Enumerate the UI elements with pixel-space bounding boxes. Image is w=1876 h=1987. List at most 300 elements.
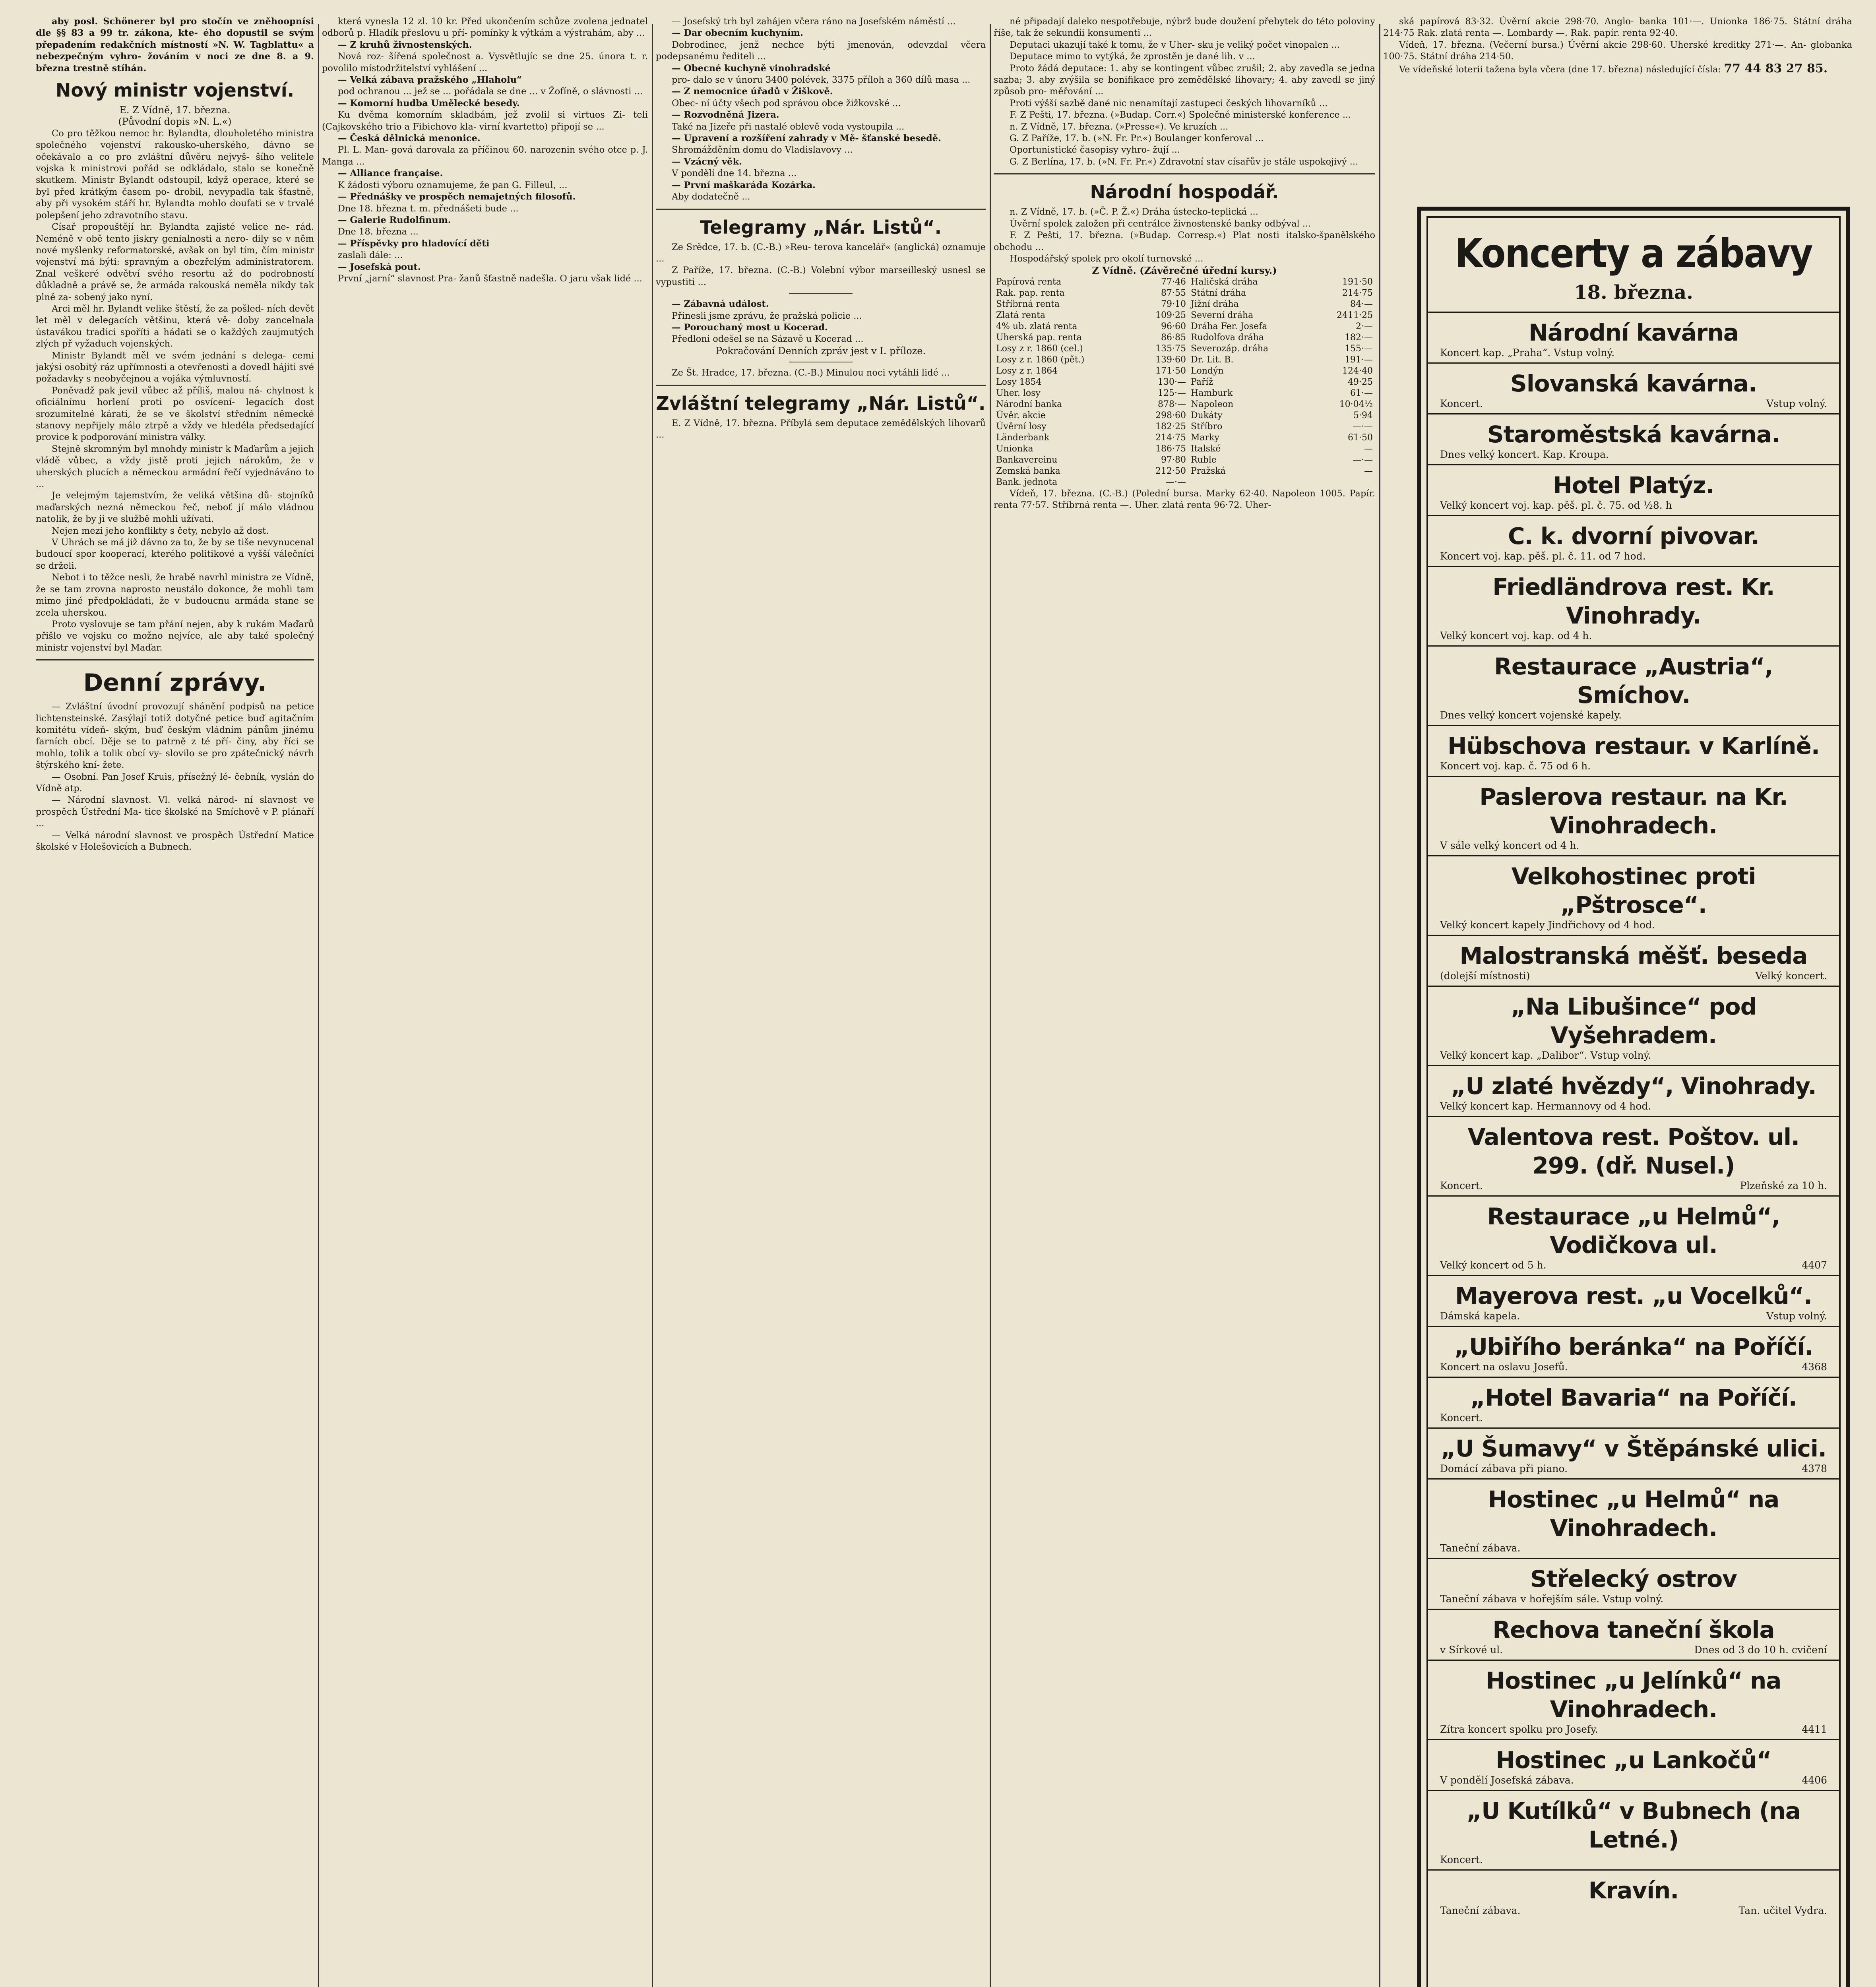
article-paragraph: K žádosti výboru oznamujeme, že pan G. Filleul, ... xyxy=(338,180,568,190)
rate-value: 87·55 xyxy=(1161,288,1186,298)
ad-details xyxy=(1440,1361,1827,1373)
ad-detail-left: Velký koncert od 5 h. xyxy=(1440,1259,1547,1271)
news-item-title: — Upravení a rozšíření zahrady v Mě- šťanské besedě. xyxy=(672,133,941,144)
section-divider xyxy=(994,173,1375,174)
news-item-title: — Z kruhů živnostenských. xyxy=(338,39,472,50)
ad-item xyxy=(1428,1116,1839,1195)
ad-venue-name: Mayerova rest. „u Vocelků“. xyxy=(1455,1282,1812,1309)
column-4 xyxy=(994,16,1375,1987)
telegram-item: G. Z Paříže, 17. b. (»N. Fr. Pr.«) Boulanger konferoval ... xyxy=(1010,133,1264,144)
ad-detail-left: Velký koncert kapely Jindřichovy od 4 hod. xyxy=(1440,919,1655,931)
ad-item xyxy=(1428,645,1839,725)
ad-detail-right: Vstup volný. xyxy=(1766,1310,1827,1322)
article-paragraph: Aby dodatečně ... xyxy=(672,192,750,202)
article-paragraph: — Národní slavnost. Vl. velká národ- ní slavnost ve prospěch Ústřední Ma- tice školské na Smíchově v P. plánaří ... xyxy=(36,795,314,829)
article-paragraph: První „jarní“ slavnost Pra- žanů šťastně nadešla. O jaru však lidé ... xyxy=(338,273,642,284)
rate-row xyxy=(994,388,1375,399)
news-item-title: — Zábavná událost. xyxy=(672,299,769,310)
ad-detail-right: Velký koncert. xyxy=(1755,970,1827,982)
ad-venue-name: „Ubiřího beránka“ na Poříčí. xyxy=(1454,1333,1813,1360)
column-rule xyxy=(318,24,319,1987)
ad-detail-left: Koncert kap. „Praha“. Vstup volný. xyxy=(1440,347,1615,358)
column-rule xyxy=(652,24,653,1987)
ad-details xyxy=(1440,1310,1827,1322)
rate-value: 2·— xyxy=(1356,321,1373,331)
ad-item xyxy=(1428,1195,1839,1275)
rate-value: 878·— xyxy=(1158,399,1186,409)
ad-detail-left: Taneční zábava. xyxy=(1440,1542,1521,1554)
article-paragraph: Proto žádá deputace: 1. aby se kontingent vůbec zrušil; 2. aby zavedla se jedna sazba; 3. aby zvýšila se bonifikace pro zemědělské lihovary; 4. aby zavedl se jiný způsob pro- měřování ... xyxy=(994,63,1375,97)
rate-value: 186·75 xyxy=(1155,443,1186,454)
dateline: E. Z Vídně, 17. března. xyxy=(119,105,231,116)
rate-value: 214·75 xyxy=(1342,288,1373,298)
rate-value: 135·75 xyxy=(1155,343,1186,354)
ad-details xyxy=(1440,1774,1827,1786)
news-item-title: — Porouchaný most u Kocerad. xyxy=(672,322,828,333)
article-paragraph: Dobrodinec, jenž nechce býti jmenován, odevzdal včera podepsanému řediteli ... xyxy=(656,39,986,62)
ad-item xyxy=(1428,1478,1839,1558)
rate-name: Ruble xyxy=(1191,455,1217,465)
continuation-note: Pokračování Denních zpráv jest v I. příloze. xyxy=(715,345,926,356)
ad-details xyxy=(1440,919,1827,931)
article-paragraph: pro- dalo se v únoru 3400 polévek, 3375 příloh a 360 dílů masa ... xyxy=(672,75,971,85)
ad-details xyxy=(1440,760,1827,772)
ad-item xyxy=(1428,1065,1839,1116)
rate-value: 2411·25 xyxy=(1337,310,1373,320)
ad-details xyxy=(1440,1100,1827,1112)
rate-name: Úvěrní losy xyxy=(996,421,1047,432)
rate-value: 79·10 xyxy=(1161,299,1186,309)
ad-detail-left: V sále velký koncert od 4 h. xyxy=(1440,840,1579,851)
ad-item xyxy=(1428,1790,1839,1869)
rate-row xyxy=(994,399,1375,410)
rate-value: 86·85 xyxy=(1161,332,1186,343)
article-paragraph: pod ochranou ... jež se ... pořádala se dne ... v Žofíně, o slávnosti ... xyxy=(338,86,643,97)
article-paragraph: Přinesli jsme zprávu, že pražská policie ... xyxy=(672,310,862,321)
rate-row xyxy=(994,432,1375,443)
article-paragraph: Pl. L. Man- gová darovala za příčinou 60. narozenin svého otce p. J. Manga ... xyxy=(322,145,648,167)
rate-value: 212·50 xyxy=(1155,466,1186,476)
rate-name: Unionka xyxy=(996,443,1033,454)
ad-venue-name: „Na Libušince“ pod Vyšehradem. xyxy=(1510,993,1757,1049)
article-paragraph: Nejen mezi jeho konflikty s čety, nebylo až dost. xyxy=(52,525,269,536)
rate-value: 61·— xyxy=(1350,388,1373,398)
economy-item: Úvěrní spolek založen při centrálce živnostenské banky odbýval ... xyxy=(1010,218,1311,229)
ad-item xyxy=(1428,464,1839,515)
rate-value: 77·46 xyxy=(1161,277,1186,287)
rate-name: Losy z r. 1860 (cel.) xyxy=(996,343,1083,354)
ad-details xyxy=(1440,449,1827,460)
ad-details xyxy=(1440,709,1827,721)
rate-name: Rudolfova dráha xyxy=(1191,332,1264,343)
economy-item: F. Z Pešti, 17. března. (»Budap. Corresp.«) Plat nosti italsko-španělského obchodu ... xyxy=(994,230,1375,252)
ad-details xyxy=(1440,1050,1827,1061)
article-paragraph: Proti výšší sazbě dané nic nenamítají zastupeci českých lihovarníků ... xyxy=(1010,98,1328,108)
ad-detail-left: Koncert. xyxy=(1440,1412,1483,1423)
ad-item xyxy=(1428,776,1839,855)
article-paragraph: Ministr Bylandt měl ve svém jednání s delega- cemi jakýsi osobitý ráz upřímnosti a otevřenosti a dovedl hájiti své požadavky s neobyčejnou a vojáka výmluvností. xyxy=(36,350,314,384)
rate-name: Losy 1854 xyxy=(996,377,1042,387)
section-headline: Denní zprávy. xyxy=(83,669,267,697)
article-paragraph: — Josefský trh byl zahájen včera ráno na Josefském náměstí ... xyxy=(672,16,956,27)
ad-item xyxy=(1428,725,1839,776)
rate-name: Italské xyxy=(1191,443,1221,454)
rate-row xyxy=(994,277,1375,288)
column-3 xyxy=(656,16,986,1987)
ad-detail-left: Koncert voj. kap. č. 75 od 6 h. xyxy=(1440,760,1591,772)
ad-detail-right: Tan. učitel Vydra. xyxy=(1738,1905,1827,1916)
ad-item xyxy=(1428,1609,1839,1660)
rate-row xyxy=(994,455,1375,466)
ad-venue-name: Hostinec „u Jelínků“ na Vinohradech. xyxy=(1486,1667,1781,1723)
rate-value: 97·80 xyxy=(1161,455,1186,465)
rate-row xyxy=(994,477,1375,488)
article-paragraph: Proto vyslovuje se tam přání nejen, aby k rukám Maďarů přišlo ve vojsku co možno nejvíce, ale aby také společný ministr vojenství byl Maďar. xyxy=(36,619,314,653)
source-note: (Původní dopis »N. L.«) xyxy=(118,116,232,128)
ad-detail-right: Vstup volný. xyxy=(1766,398,1827,409)
rate-value: 96·60 xyxy=(1161,321,1186,331)
rate-row xyxy=(994,421,1375,432)
ad-venue-name: Friedländrova rest. Kr. Vinohrady. xyxy=(1492,573,1775,629)
article-paragraph: Arci měl hr. Bylandt velike štěstí, že za pošled- ních devět let měl v delegacích většinu, která vě- doby zancelnala ústavákou tradici spoříti a hádati se o každých zaujmutých zlých př vyžaduch vojenských. xyxy=(36,303,314,349)
rate-name: Hamburk xyxy=(1191,388,1233,398)
ad-item xyxy=(1428,1739,1839,1790)
rate-value: —·— xyxy=(1166,477,1186,487)
rate-name: Losy z r. 1860 (pět.) xyxy=(996,354,1085,365)
news-item-title: — Josefská pout. xyxy=(338,261,421,272)
ad-detail-left: Dnes velký koncert vojenské kapely. xyxy=(1440,709,1622,721)
ad-details xyxy=(1440,970,1827,982)
ad-detail-left: (dolejší místnosti) xyxy=(1440,970,1530,982)
ad-item xyxy=(1428,1326,1839,1377)
ad-item xyxy=(1428,1427,1839,1478)
column-rule xyxy=(1379,24,1380,1987)
ad-venue-name: Malostranská měšť. beseda xyxy=(1459,942,1808,969)
rate-name: Bank. jednota xyxy=(996,477,1058,487)
ad-detail-left: v Sírkové ul. xyxy=(1440,1644,1503,1656)
rate-name: Zemská banka xyxy=(996,466,1060,476)
rate-value: — xyxy=(1364,443,1373,454)
article-paragraph: Deputaci ukazují také k tomu, že v Uher- sku je veliký počet vinopalen ... xyxy=(1010,39,1340,50)
concerts-advertisement-box xyxy=(1417,207,1850,1987)
rate-name: Länderbank xyxy=(996,432,1050,443)
article-paragraph: — Osobní. Pan Josef Kruis, přísežný lé- čebník, vyslán do Vídně atp. xyxy=(36,771,314,794)
rate-name: Národní banka xyxy=(996,399,1062,409)
ad-venue-name: Rechova taneční škola xyxy=(1492,1616,1775,1643)
ad-detail-left: V pondělí Josefská zábava. xyxy=(1440,1774,1574,1786)
ad-detail-left: Domácí zábava při piano. xyxy=(1440,1463,1568,1474)
rate-value: 191·50 xyxy=(1342,277,1373,287)
telegram-item: E. Z Vídně, 17. března. Příbylá sem deputace zemědělských lihovarů ... xyxy=(656,418,986,440)
ad-venue-name: Hübschova restaur. v Karlíně. xyxy=(1448,732,1820,759)
rate-value: 5·94 xyxy=(1353,410,1373,420)
ad-venue-name: „U Kutílků“ v Bubnech (na Letné.) xyxy=(1467,1797,1800,1853)
rate-value: 139·60 xyxy=(1155,354,1186,365)
rate-value: 61·50 xyxy=(1348,432,1373,443)
ad-venue-name: Hotel Platýz. xyxy=(1553,472,1714,499)
ad-item xyxy=(1428,1660,1839,1739)
rate-row xyxy=(994,354,1375,366)
ad-detail-left: Zítra koncert spolku pro Josefy. xyxy=(1440,1724,1598,1735)
rate-name: Uherská pap. renta xyxy=(996,332,1082,343)
section-divider xyxy=(656,385,986,386)
ad-venue-name: Restaurace „Austria“, Smíchov. xyxy=(1494,653,1773,709)
article-paragraph: Co pro těžkou nemoc hr. Bylandta, dlouholetého ministra společného vojenství rakousko-uherského, dávno se očekávalo a co pro zvláštní důvěru nejvyš- šího velitele vojska k ministrovi pořád se odkládalo, stalo se konečně skutkem. Ministr Bylandt odstoupil, když operace, které se byl před krátkým časem po- drobil, nevypadla tak šťastně, aby při vysokém stáří hr. Bylandta mohlo doufati se v trvalé polepšení jeho zdravotního stavu. xyxy=(36,128,314,221)
rate-value: 125·— xyxy=(1158,388,1186,398)
rate-name: Zlatá renta xyxy=(996,310,1046,320)
telegram-item: Ze Srědce, 17. b. (C.-B.) »Reu- terova kancelář« (anglická) oznamuje ... xyxy=(656,242,986,264)
ad-venue-name: Střelecký ostrov xyxy=(1530,1565,1737,1592)
news-item-title: — Komorní hudba Umělecké besedy. xyxy=(338,98,520,108)
rate-name: Dukáty xyxy=(1191,410,1223,420)
article-paragraph: Císař propouštějí hr. Bylandta zajisté velice ne- rád. Neméně v obě tento jiskry genialnosti a nero- dily se v něm nové myšlenky reformatorské, avšak on byl tím, čím ministr vojenství má býti: spravným a obezřelým administratorem. Znal veškeré odvětví svého resortu až do podrobností důkladně a právě se, že armáda rakouská neměla nikdy tak plně za- sobený jako nyní. xyxy=(36,222,314,302)
ad-item xyxy=(1428,1558,1839,1609)
rate-value: 182·25 xyxy=(1155,421,1186,432)
ad-item xyxy=(1428,855,1839,935)
rate-name: Bankavereinu xyxy=(996,455,1058,465)
ad-detail-left: Velký koncert voj. kap. pěš. pl. č. 75. od ½8. h xyxy=(1440,500,1672,511)
ad-item xyxy=(1428,986,1839,1065)
rate-value: 109·25 xyxy=(1155,310,1186,320)
ad-item xyxy=(1428,935,1839,986)
ad-item xyxy=(1428,312,1839,362)
lottery-text: Ve vídeňské loterii tažena byla včera (dne 17. března) následující čísla: xyxy=(1399,64,1721,75)
ad-details xyxy=(1440,1905,1827,1916)
article-paragraph: aby posl. Schönerer byl pro stočín ve zněhoopnísi dle §§ 83 a 99 tr. zákona, kte- ého dopustil se svým přepadením redakčních místností »N. W. Tagblattu« a nebezpečným vyhro- žováním v noci ze dne 8. a 9. března trestně stíhán. xyxy=(36,16,314,74)
article-paragraph: Dne 18. března ... xyxy=(338,227,419,237)
ad-venue-name: Paslerova restaur. na Kr. Vinohradech. xyxy=(1479,783,1788,839)
ad-item xyxy=(1428,1275,1839,1326)
ad-details xyxy=(1440,500,1827,511)
article-paragraph: Nebot i to těžce nesli, že hrabě navrhl ministra ze Vídně, že se tam zrovna naprosto neustálo dokonce, že mohli tam mimo jiné předpokládati, že v budoucnu armáda stane se zcela uherskou. xyxy=(36,572,314,618)
ad-item xyxy=(1428,413,1839,464)
ad-details xyxy=(1440,840,1827,851)
news-item-title: — Velká zábava pražského „Hlaholu“ xyxy=(338,75,522,85)
article-paragraph: Deputace mimo to vytýká, že zprostěn je dané lih. v ... xyxy=(1010,51,1255,62)
lottery-numbers: 77 44 83 27 85. xyxy=(1724,61,1828,76)
ad-detail-right: 4406 xyxy=(1802,1774,1827,1786)
ad-venue-name: C. k. dvorní pivovar. xyxy=(1508,523,1760,550)
rate-name xyxy=(1188,477,1313,488)
rate-name: Úvěr. akcie xyxy=(996,410,1046,420)
section-headline: Národní hospodář. xyxy=(1090,181,1279,203)
rate-value: 49·25 xyxy=(1348,377,1373,387)
article-paragraph: Ku dvěma komorním skladbám, jež zvolil si virtuos Zi- teli (Cajkovského trio a Fibichovo kla- virní kvartetto) připojí se ... xyxy=(322,110,648,132)
ad-inner-frame xyxy=(1426,216,1841,1987)
section-divider xyxy=(656,209,986,210)
rate-name: Paříž xyxy=(1191,377,1213,387)
rate-value: 130·— xyxy=(1158,377,1186,387)
column-rule xyxy=(990,24,991,1987)
ad-detail-left: Velký koncert voj. kap. od 4 h. xyxy=(1440,630,1592,641)
article-paragraph: Stejně skromným byl mnohdy ministr k Maďarům a jejich vládě vůbec, a vždy jistě proti jejich nárokům, že v uherských plucích a německou armádní řečí vyjednáváno to ... xyxy=(36,443,314,490)
article-paragraph: Předloni odešel se na Sázavě u Kocerad ... xyxy=(672,334,864,345)
ad-detail-left: Koncert voj. kap. pěš. pl. č. 11. od 7 hod. xyxy=(1440,550,1646,562)
ad-title: Koncerty a zábavy xyxy=(1455,230,1812,277)
rate-value: 298·60 xyxy=(1155,410,1186,420)
rate-row xyxy=(994,310,1375,321)
ad-venue-name: Velkohostinec proti „Pštrosce“. xyxy=(1511,863,1756,918)
rate-name: 4% ub. zlatá renta xyxy=(996,321,1078,331)
ad-venue-name: Slovanská kavárna. xyxy=(1510,370,1757,397)
ad-venue-name: Staroměstská kavárna. xyxy=(1487,421,1780,448)
ad-venue-name: Hostinec „u Lankočů“ xyxy=(1496,1747,1771,1774)
rate-value: 191·— xyxy=(1345,354,1373,365)
article-paragraph: né připadají daleko nespotřebuje, nýbrž bude doužení přebytek do této poloviny říše, tak že sekundii konsumenti ... xyxy=(994,16,1375,39)
article-paragraph: Poněvadž pak jevil vůbec až příliš, malou ná- chylnost k oficiálnímu horlení proti po osvícení- legacích dost srozumitelné kárati, že se ve školství středním německé stanovy nepřijely málo ztrpě a vždy ve hledéla předsedající provice k podporování ministra války. xyxy=(36,385,314,443)
column-1 xyxy=(36,16,314,1987)
rate-value: 171·50 xyxy=(1155,366,1186,376)
ad-details xyxy=(1440,1259,1827,1271)
ad-item xyxy=(1428,566,1839,645)
rate-value xyxy=(1313,477,1375,488)
column-5-top xyxy=(1383,16,1852,203)
ad-detail-left: Koncert na oslavu Josefů. xyxy=(1440,1361,1568,1373)
rate-value: 10·04½ xyxy=(1339,399,1373,409)
ad-detail-left: Taneční zábava. xyxy=(1440,1905,1521,1916)
article-paragraph: Obec- ní účty všech pod správou obce žižkovské ... xyxy=(672,98,901,108)
ad-detail-left: Koncert. xyxy=(1440,398,1483,409)
rate-row xyxy=(994,466,1375,477)
rate-name: Dráha Fer. Josefa xyxy=(1191,321,1267,331)
rate-name: Papírová renta xyxy=(996,277,1062,287)
ad-detail-right: Dnes od 3 do 10 h. cvičení xyxy=(1694,1644,1827,1656)
rate-row xyxy=(994,332,1375,343)
rate-row xyxy=(994,366,1375,377)
rate-value: 124·40 xyxy=(1342,366,1373,376)
rate-value: —·— xyxy=(1353,421,1373,432)
ad-detail-left: Koncert. xyxy=(1440,1180,1483,1191)
news-item-title: — Alliance française. xyxy=(338,168,443,179)
ad-details xyxy=(1440,550,1827,562)
rate-value: — xyxy=(1364,466,1373,476)
news-item-title: — Galerie Rudolfinum. xyxy=(338,215,451,225)
article-headline: Nový ministr vojenství. xyxy=(55,79,295,101)
ad-details xyxy=(1440,630,1827,641)
article-paragraph: Také na Jizeře při nastalé oblevě voda vystoupila ... xyxy=(672,121,905,132)
article-paragraph: — Velká národní slavnost ve prospěch Ústřední Matice školské v Holešovicích a Bubnech. xyxy=(36,830,314,852)
ad-venue-name: „Hotel Bavaria“ na Poříčí. xyxy=(1470,1384,1797,1411)
article-paragraph: V pondělí dne 14. března ... xyxy=(672,168,797,179)
news-item-title: — Příspěvky pro hladovící děti xyxy=(338,238,490,249)
article-paragraph: V Uhrách se má již dávno za to, že by se tiše nevynucenal budoucí spor kooperací, kterého politikové a vyšší válečníci se drželi. xyxy=(36,537,314,571)
ad-item xyxy=(1428,515,1839,566)
article-paragraph: zaslali dále: ... xyxy=(338,250,403,261)
ad-detail-left: Velký koncert kap. „Dalibor“. Vstup volný. xyxy=(1440,1050,1651,1061)
article-paragraph: která vynesla 12 zl. 10 kr. Před ukončením schůze zvolena jednatel odborů p. Hladík přeslovu u pří- pomínky k výtkám a výstrahám, aby ... xyxy=(322,16,648,39)
rate-value: 84·— xyxy=(1350,299,1373,309)
rate-row xyxy=(994,377,1375,388)
ad-item xyxy=(1428,1869,1839,1920)
rate-value: 182·— xyxy=(1345,332,1373,343)
telegram-item: Ze Št. Hradce, 17. března. (C.-B.) Minulou noci vytáhli lidé ... xyxy=(672,368,950,378)
news-item-title: — Přednášky ve prospěch nemajetných filosofů. xyxy=(338,192,576,202)
news-item-title: — Rozvodněná Jizera. xyxy=(672,110,779,120)
ad-details xyxy=(1440,398,1827,409)
telegram-item: F. Z Pešti, 17. března. (»Budap. Corr.«) Společné ministerské konference ... xyxy=(1010,110,1351,120)
telegram-item: n. Z Vídně, 17. března. (»Presse«). Ve kruzích ... xyxy=(1010,121,1229,132)
section-headline: Telegramy „Nár. Listů“. xyxy=(700,216,942,238)
rate-name: Severní dráha xyxy=(1191,310,1254,320)
rate-value: —·— xyxy=(1353,455,1373,465)
ad-detail-right: Plzeňské za 10 h. xyxy=(1740,1180,1827,1191)
rate-row xyxy=(994,299,1375,310)
news-item-title: — Česká dělnická menonice. xyxy=(338,133,481,144)
column-2 xyxy=(322,16,648,1987)
article-paragraph: Dne 18. března t. m. přednášeti bude ... xyxy=(338,203,519,214)
news-item-title: — Z nemocnice úřadů v Žiškově. xyxy=(672,86,833,97)
ad-venue-name: Kravín. xyxy=(1588,1877,1679,1904)
ad-detail-left: Dámská kapela. xyxy=(1440,1310,1520,1322)
ad-venue-name: „U zlaté hvězdy“, Vinohrady. xyxy=(1451,1073,1816,1100)
ad-venue-name: Hostinec „u Helmů“ na Vinohradech. xyxy=(1488,1486,1779,1542)
ad-venue-name: „U Šumavy“ v Štěpánské ulici. xyxy=(1440,1435,1827,1462)
ad-detail-left: Taneční zábava v hořejším sále. Vstup volný. xyxy=(1440,1593,1664,1605)
rate-value: 155·— xyxy=(1345,343,1373,354)
rate-name: Rak. pap. renta xyxy=(996,288,1065,298)
ad-venue-name: Restaurace „u Helmů“, Vodičkova ul. xyxy=(1487,1203,1780,1259)
rate-name: Napoleon xyxy=(1191,399,1234,409)
ad-details xyxy=(1440,1644,1827,1656)
ad-date: 18. března. xyxy=(1574,281,1693,304)
ad-details xyxy=(1440,347,1827,358)
rate-name: Londýn xyxy=(1191,366,1224,376)
rate-name: Jižní dráha xyxy=(1191,299,1239,309)
short-divider xyxy=(789,293,853,294)
article-paragraph: Je velejmým tajemstvím, že veliká většina dů- stojníků maďarských nezná německou řeč, neboť jí málo vládnou natolik, že by ji ve službě mohli užívati. xyxy=(36,490,314,525)
section-headline: Zvláštní telegramy „Nár. Listů“. xyxy=(656,392,986,414)
rate-name: Marky xyxy=(1191,432,1219,443)
rate-name: Severozáp. dráha xyxy=(1191,343,1269,354)
article-paragraph: ská papírová 83·32. Úvěrní akcie 298·70. Anglo- banka 101·—. Unionka 186·75. Státní dráha 214·75 Rak. zlatá renta —. Lombardy —. Rak. papír. renta 92·40. xyxy=(1383,16,1852,39)
rate-value: 214·75 xyxy=(1155,432,1186,443)
ad-details xyxy=(1440,1593,1827,1605)
economy-item: Hospodářský spolek pro okolí turnovské ... xyxy=(1010,253,1204,264)
telegram-item: Oportunistické časopisy vyhro- žují ... xyxy=(1010,145,1180,155)
rate-name: Pražská xyxy=(1191,466,1226,476)
exchange-rates-table xyxy=(994,277,1375,488)
ad-details xyxy=(1440,1542,1827,1554)
news-item-title: — Obecné kuchyně vinohradské xyxy=(672,63,831,74)
rate-name: Stříbro xyxy=(1191,421,1223,432)
news-item-title: — První maškaráda Kozárka. xyxy=(672,180,816,190)
rate-row xyxy=(994,443,1375,455)
rate-row xyxy=(994,321,1375,332)
rate-name: Uher. losy xyxy=(996,388,1041,398)
news-item-title: — Vzácný věk. xyxy=(672,156,742,167)
article-paragraph: Nová roz- šířená společnost a. Vysvětlujíc se dne 25. února t. r. povolilo místodržitelství vyhlášení ... xyxy=(322,51,648,74)
ad-detail-right: 4407 xyxy=(1802,1259,1827,1271)
rate-name: Haličská dráha xyxy=(1191,277,1258,287)
section-divider xyxy=(36,659,314,660)
article-paragraph: Vídeň, 17. března. (Večerní bursa.) Úvěrní akcie 298·60. Uherské kreditky 271·—. An- globanka 100·75. Státní dráha 214·50. xyxy=(1383,39,1852,62)
telegram-item: Z Paříže, 17. března. (C.-B.) Volební výbor marseilleský usnesl se vypustiti ... xyxy=(656,265,986,287)
economy-item: n. Z Vídně, 17. b. (»Č. P. Ž.«) Dráha ústecko-teplická ... xyxy=(1010,207,1258,217)
ad-venue-name: Valentova rest. Poštov. ul. 299. (dř. Nusel.) xyxy=(1467,1123,1800,1179)
ad-list xyxy=(1428,312,1839,1920)
rate-name: Losy z r. 1864 xyxy=(996,366,1058,376)
ad-venue-name: Národní kavárna xyxy=(1529,319,1738,346)
ad-detail-left: Velký koncert kap. Hermannovy od 4 hod. xyxy=(1440,1100,1651,1112)
telegram-item: G. Z Berlína, 17. b. (»N. Fr. Pr.«) Zdravotní stav císařův je stále uspokojivý ... xyxy=(1010,156,1359,167)
exchange-rates-title: Z Vídně. (Závěrečné úřední kursy.) xyxy=(1092,265,1277,277)
rate-name: Stříbrná renta xyxy=(996,299,1060,309)
ad-item xyxy=(1428,362,1839,413)
rate-name: Dr. Lit. B. xyxy=(1191,354,1234,365)
lottery-paragraph xyxy=(1383,63,1852,76)
news-item-title: — Dar obecním kuchyním. xyxy=(672,28,804,39)
ad-detail-right: 4368 xyxy=(1802,1361,1827,1373)
